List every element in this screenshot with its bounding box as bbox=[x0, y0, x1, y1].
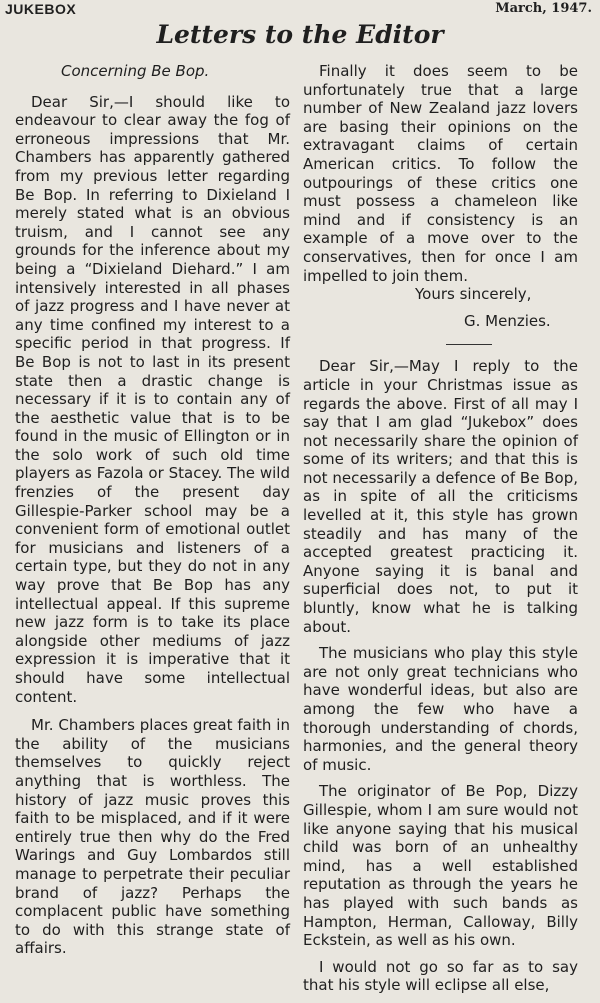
letter-paragraph: Finally it does seem to be unfortunately true that a large number of New Zealand jazz lovers are basing their opinions on the extravagant claims of certain American critics. To follow the outpourings of these critics one must possess a chameleon like mind and if consistency is an example of a move over to the conservatives, then for once I am impelled to join them. bbox=[303, 62, 578, 285]
letter-heading: Concerning Be Bop. bbox=[61, 62, 210, 80]
letter-signature: G. Menzies. bbox=[464, 311, 551, 330]
letter-paragraph: The originator of Be Pop, Dizzy Gillespie, whom I am sure would not like anyone saying that his musical child was born of an unhealthy mind, has a well established reputation as through the years he has played with such bands as Hampton, Herman, Calloway, Billy Eckstein, as well as his own. bbox=[303, 782, 578, 950]
letter-paragraph: The musicians who play this style are not only great technicians who have wonderful ideas, but also are among the few who have a thorough understanding of chords, harmonies, and the general theory of music. bbox=[303, 644, 578, 774]
letter-divider bbox=[446, 344, 492, 345]
letter-paragraph: Mr. Chambers places great faith in the ability of the musicians themselves to quickly reject anything that is worthless. The history of jazz music proves this faith to be misplaced, and if it were entirely true then why do the Fred Warings and Guy Lombardos still manage to perpetrate their peculiar brand of jazz? Perhaps the complacent public have something to do with this strange state of affairs. bbox=[15, 716, 290, 958]
page-title: Letters to the Editor bbox=[156, 20, 444, 49]
issue-date: March, 1947. bbox=[495, 1, 592, 16]
right-column bbox=[303, 62, 578, 1003]
letter-paragraph: I would not go so far as to say that his style will eclipse all else, bbox=[303, 957, 578, 995]
letter-paragraph: Dear Sir,—May I reply to the article in your Christmas issue as regards the above. First of all may I say that I am glad “Jukebox” does not necessarily share the opinion of some of its writers; and that this is not necessarily a defence of Be Bop, as in spite of all the criticisms levelled at it, this style has grown steadily and has many of the accepted greatest practicing it. Anyone saying it is banal and superficial does not, to put it bluntly, know what he is talking about. bbox=[303, 357, 578, 636]
left-column bbox=[15, 62, 290, 966]
publication-name: JUKEBOX bbox=[5, 1, 77, 17]
signature-block bbox=[303, 285, 578, 330]
letter-paragraph: Dear Sir,—I should like to endeavour to clear away the fog of erroneous impressions that Mr. Chambers has apparently gathered from my previous letter regarding Be Bop. In referring to Dixieland I merely stated what is an obvious truism, and I cannot see any grounds for the inference about my being a “Dixieland Diehard.” I am intensively interested in all phases of jazz progress and I have never at any time confined my interest to a specific period in that progress. If Be Bop is not to last in its present state then a drastic change is necessary if it is to contain any of the aesthetic value that is to be found in the music of Ellington or in the solo work of such old time players as Fazola or Stacey. The wild frenzies of the present day Gillespie-Parker school may be a convenient form of emotional outlet for musicians and listeners of a certain type, but they do not in any way prove that Be Bop has any intellectual appeal. If this supreme new jazz form is to take its place alongside other mediums of jazz expression it is imperative that it should have some intellectual content. bbox=[15, 92, 290, 706]
letter-closing: Yours sincerely, bbox=[415, 285, 532, 304]
page-header bbox=[0, 0, 600, 22]
